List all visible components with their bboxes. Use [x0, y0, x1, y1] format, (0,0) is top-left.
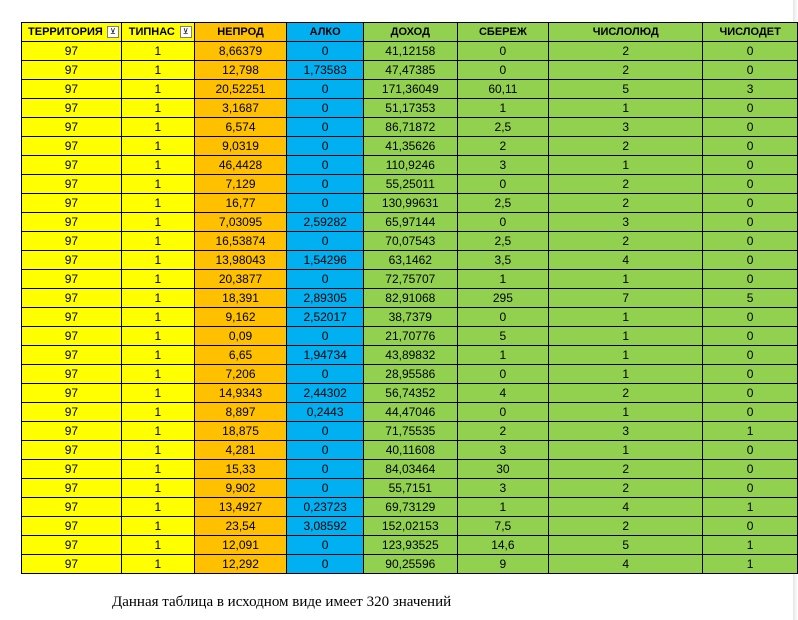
table-cell: 0 [287, 118, 364, 137]
table-cell: 12,798 [194, 61, 287, 80]
table-cell: 130,99631 [363, 194, 457, 213]
table-cell: 97 [22, 289, 122, 308]
table-cell: 2 [549, 194, 703, 213]
table-cell: 3 [549, 213, 703, 232]
table-cell: 51,17353 [363, 99, 457, 118]
column-header-label: ЧИСЛОЛЮД [592, 26, 659, 38]
table-cell: 1 [121, 403, 194, 422]
table-cell: 97 [22, 194, 122, 213]
table-cell: 41,35626 [363, 137, 457, 156]
table-cell: 3 [457, 479, 549, 498]
table-cell: 28,95586 [363, 365, 457, 384]
table-cell: 8,897 [194, 403, 287, 422]
table-cell: 13,98043 [194, 251, 287, 270]
table-cell: 1 [121, 536, 194, 555]
column-header-label: ДОХОД [390, 26, 430, 38]
table-cell: 13,4927 [194, 498, 287, 517]
table-row [22, 251, 798, 270]
table-cell: 12,091 [194, 536, 287, 555]
table-cell: 1 [549, 156, 703, 175]
table-cell: 2,89305 [287, 289, 364, 308]
header-row [22, 23, 798, 42]
table-cell: 1 [121, 346, 194, 365]
table-cell: 0 [703, 270, 798, 289]
table-cell: 63,1462 [363, 251, 457, 270]
table-cell: 97 [22, 517, 122, 536]
table-cell: 41,12158 [363, 42, 457, 61]
table-cell: 1 [121, 555, 194, 574]
column-header-label: НЕПРОД [217, 26, 264, 38]
table-cell: 1 [121, 118, 194, 137]
table-cell: 0 [703, 251, 798, 270]
table-cell: 2 [457, 422, 549, 441]
table-cell: 1 [121, 308, 194, 327]
table-cell: 97 [22, 422, 122, 441]
table-cell: 0 [287, 441, 364, 460]
table-row [22, 422, 798, 441]
column-header-4 [287, 23, 364, 42]
table-cell: 15,33 [194, 460, 287, 479]
table-cell: 2,5 [457, 118, 549, 137]
table-cell: 7,03095 [194, 213, 287, 232]
table-cell: 70,07543 [363, 232, 457, 251]
column-header-2[interactable] [121, 23, 194, 42]
table-cell: 2 [549, 384, 703, 403]
table-cell: 97 [22, 156, 122, 175]
table-cell: 97 [22, 365, 122, 384]
table-cell: 46,4428 [194, 156, 287, 175]
table-cell: 56,74352 [363, 384, 457, 403]
table-cell: 40,11608 [363, 441, 457, 460]
table-cell: 2 [549, 479, 703, 498]
column-header-1[interactable] [22, 23, 122, 42]
table-cell: 0 [287, 327, 364, 346]
table-cell: 0 [703, 365, 798, 384]
table-cell: 152,02153 [363, 517, 457, 536]
table-cell: 16,77 [194, 194, 287, 213]
table-cell: 0 [703, 479, 798, 498]
table-cell: 1 [121, 175, 194, 194]
table-row [22, 498, 798, 517]
table-cell: 97 [22, 251, 122, 270]
column-header-3 [194, 23, 287, 42]
table-cell: 3 [457, 441, 549, 460]
table-cell: 97 [22, 479, 122, 498]
column-header-6 [457, 23, 549, 42]
table-cell: 9,902 [194, 479, 287, 498]
table-cell: 1 [121, 156, 194, 175]
table-cell: 30 [457, 460, 549, 479]
table-row [22, 308, 798, 327]
table-row [22, 61, 798, 80]
table-cell: 97 [22, 175, 122, 194]
table-cell: 97 [22, 80, 122, 99]
table-cell: 3,1687 [194, 99, 287, 118]
table-cell: 1 [549, 99, 703, 118]
column-header-7 [549, 23, 703, 42]
table-cell: 2 [549, 460, 703, 479]
table-cell: 2,44302 [287, 384, 364, 403]
table-cell: 1 [121, 194, 194, 213]
table-cell: 21,70776 [363, 327, 457, 346]
table-cell: 12,292 [194, 555, 287, 574]
table-cell: 1 [549, 365, 703, 384]
table-cell: 5 [457, 327, 549, 346]
table-cell: 0 [703, 42, 798, 61]
table-cell: 43,89832 [363, 346, 457, 365]
table-cell: 2 [549, 61, 703, 80]
table-cell: 20,3877 [194, 270, 287, 289]
table-cell: 14,9343 [194, 384, 287, 403]
table-cell: 7 [549, 289, 703, 308]
table-cell: 69,73129 [363, 498, 457, 517]
table-cell: 16,53874 [194, 232, 287, 251]
table-cell: 5 [549, 536, 703, 555]
table-cell: 0 [287, 194, 364, 213]
table-cell: 9 [457, 555, 549, 574]
table-cell: 2,5 [457, 232, 549, 251]
table-cell: 295 [457, 289, 549, 308]
table-cell: 0 [457, 175, 549, 194]
table-cell: 1 [703, 498, 798, 517]
table-cell: 2 [549, 42, 703, 61]
filter-icon[interactable]: ⊻ [107, 26, 119, 38]
table-cell: 0 [703, 327, 798, 346]
table-cell: 18,875 [194, 422, 287, 441]
table-cell: 1 [121, 384, 194, 403]
table-cell: 20,52251 [194, 80, 287, 99]
table-cell: 0 [287, 232, 364, 251]
table-cell: 2 [549, 175, 703, 194]
table-cell: 0 [703, 137, 798, 156]
table-row [22, 517, 798, 536]
table-cell: 1 [121, 251, 194, 270]
table-cell: 1 [121, 460, 194, 479]
table-cell: 3,08592 [287, 517, 364, 536]
table-cell: 1 [121, 80, 194, 99]
table-cell: 2 [549, 517, 703, 536]
column-header-8 [703, 23, 798, 42]
column-header-label: ТИПНАС [128, 26, 175, 38]
table-cell: 7,5 [457, 517, 549, 536]
table-cell: 60,11 [457, 80, 549, 99]
table-cell: 0 [287, 479, 364, 498]
table-cell: 123,93525 [363, 536, 457, 555]
table-body [22, 42, 798, 574]
table-cell: 0 [703, 232, 798, 251]
table-cell: 2 [549, 232, 703, 251]
table-row [22, 270, 798, 289]
table-cell: 1 [549, 441, 703, 460]
table-row [22, 118, 798, 137]
table-cell: 1 [121, 61, 194, 80]
table-row [22, 232, 798, 251]
table-cell: 2,52017 [287, 308, 364, 327]
table-cell: 6,574 [194, 118, 287, 137]
table-cell: 97 [22, 555, 122, 574]
table-cell: 9,0319 [194, 137, 287, 156]
table-cell: 0 [457, 308, 549, 327]
table-cell: 1 [121, 289, 194, 308]
table-caption: Данная таблица в исходном виде имеет 320 значений [112, 594, 452, 610]
table-cell: 5 [703, 289, 798, 308]
table-cell: 23,54 [194, 517, 287, 536]
table-cell: 1 [121, 365, 194, 384]
table-cell: 1 [549, 270, 703, 289]
table-cell: 1 [549, 327, 703, 346]
table-cell: 97 [22, 137, 122, 156]
table-cell: 90,25596 [363, 555, 457, 574]
table-cell: 9,162 [194, 308, 287, 327]
column-header-label: ЧИСЛОДЕТ [719, 26, 781, 38]
table-cell: 1 [121, 441, 194, 460]
table-cell: 55,25011 [363, 175, 457, 194]
table-cell: 0 [703, 156, 798, 175]
column-header-label: ТЕРРИТОРИЯ [28, 26, 103, 38]
table-cell: 1 [703, 422, 798, 441]
table-cell: 0 [703, 441, 798, 460]
table-cell: 0 [703, 194, 798, 213]
table-cell: 97 [22, 42, 122, 61]
table-cell: 3 [457, 156, 549, 175]
table-cell: 14,6 [457, 536, 549, 555]
table-cell: 55,7151 [363, 479, 457, 498]
table-row [22, 213, 798, 232]
table-cell: 18,391 [194, 289, 287, 308]
data-table [21, 22, 798, 574]
table-cell: 97 [22, 213, 122, 232]
table-cell: 97 [22, 441, 122, 460]
table-row [22, 194, 798, 213]
table-cell: 0 [703, 175, 798, 194]
table-cell: 7,206 [194, 365, 287, 384]
column-header-label: АЛКО [309, 26, 341, 38]
table-cell: 1 [457, 346, 549, 365]
table-cell: 97 [22, 99, 122, 118]
table-row [22, 327, 798, 346]
table-cell: 97 [22, 346, 122, 365]
table-cell: 1 [121, 232, 194, 251]
table-cell: 8,66379 [194, 42, 287, 61]
table-cell: 0,09 [194, 327, 287, 346]
table-cell: 0 [457, 213, 549, 232]
table-cell: 2 [549, 137, 703, 156]
table-cell: 0 [703, 99, 798, 118]
table-cell: 97 [22, 498, 122, 517]
table-cell: 0 [287, 156, 364, 175]
table-cell: 84,03464 [363, 460, 457, 479]
table-cell: 0 [703, 460, 798, 479]
table-cell: 4 [549, 555, 703, 574]
table-cell: 1 [457, 498, 549, 517]
table-cell: 2,5 [457, 194, 549, 213]
table-row [22, 479, 798, 498]
table-cell: 1 [121, 327, 194, 346]
table-cell: 0 [287, 137, 364, 156]
table-cell: 0,2443 [287, 403, 364, 422]
table-cell: 0 [703, 403, 798, 422]
table-cell: 97 [22, 327, 122, 346]
table-cell: 82,91068 [363, 289, 457, 308]
table-cell: 0 [287, 555, 364, 574]
table-cell: 97 [22, 460, 122, 479]
table-cell: 0 [457, 42, 549, 61]
table-row [22, 137, 798, 156]
table-cell: 4,281 [194, 441, 287, 460]
table-cell: 0 [703, 346, 798, 365]
table-cell: 97 [22, 536, 122, 555]
table-cell: 71,75535 [363, 422, 457, 441]
table-cell: 0 [287, 99, 364, 118]
table-cell: 0 [457, 365, 549, 384]
table-cell: 2,59282 [287, 213, 364, 232]
table-row [22, 384, 798, 403]
column-header-label: СБЕРЕЖ [478, 26, 527, 38]
table-cell: 1 [457, 99, 549, 118]
table-cell: 86,71872 [363, 118, 457, 137]
table-cell: 1 [121, 479, 194, 498]
table-cell: 1 [549, 308, 703, 327]
table-cell: 97 [22, 308, 122, 327]
table-row [22, 403, 798, 422]
table-cell: 6,65 [194, 346, 287, 365]
table-cell: 1 [549, 403, 703, 422]
table-cell: 97 [22, 270, 122, 289]
table-cell: 0 [703, 384, 798, 403]
table-row [22, 460, 798, 479]
table-cell: 1 [703, 555, 798, 574]
table-cell: 0 [703, 213, 798, 232]
table-cell: 38,7379 [363, 308, 457, 327]
table-cell: 0 [287, 536, 364, 555]
table-cell: 1 [549, 346, 703, 365]
table-cell: 3 [549, 422, 703, 441]
table-cell: 1 [703, 536, 798, 555]
column-header-5 [363, 23, 457, 42]
filter-icon[interactable]: ⊻ [180, 26, 192, 38]
table-cell: 0 [703, 308, 798, 327]
table-cell: 3 [703, 80, 798, 99]
table-cell: 3,5 [457, 251, 549, 270]
table-cell: 3 [549, 118, 703, 137]
table-cell: 1 [121, 498, 194, 517]
table-cell: 97 [22, 384, 122, 403]
table-cell: 1,73583 [287, 61, 364, 80]
table-row [22, 555, 798, 574]
table-row [22, 80, 798, 99]
table-cell: 1 [121, 422, 194, 441]
table-cell: 47,47385 [363, 61, 457, 80]
table-row [22, 42, 798, 61]
table-cell: 1 [121, 99, 194, 118]
table-cell: 0 [287, 270, 364, 289]
table-row [22, 175, 798, 194]
table-cell: 0 [287, 42, 364, 61]
table-cell: 0 [287, 175, 364, 194]
table-cell: 97 [22, 61, 122, 80]
table-cell: 97 [22, 403, 122, 422]
table-cell: 171,36049 [363, 80, 457, 99]
table-cell: 7,129 [194, 175, 287, 194]
table-cell: 0 [287, 422, 364, 441]
table-row [22, 289, 798, 308]
table-cell: 0 [287, 80, 364, 99]
table-cell: 0 [703, 118, 798, 137]
table-cell: 0 [703, 61, 798, 80]
table-cell: 0 [457, 403, 549, 422]
table-cell: 1 [121, 213, 194, 232]
table-cell: 1 [121, 270, 194, 289]
table-cell: 72,75707 [363, 270, 457, 289]
table-cell: 4 [549, 498, 703, 517]
table-row [22, 346, 798, 365]
table-cell: 0 [287, 365, 364, 384]
table-cell: 0 [457, 61, 549, 80]
table-cell: 1,94734 [287, 346, 364, 365]
table-cell: 0 [703, 517, 798, 536]
table-cell: 1 [121, 517, 194, 536]
table-cell: 1 [457, 270, 549, 289]
table-cell: 44,47046 [363, 403, 457, 422]
table-cell: 1 [121, 137, 194, 156]
table-cell: 4 [549, 251, 703, 270]
table-row [22, 536, 798, 555]
table-cell: 4 [457, 384, 549, 403]
table-row [22, 441, 798, 460]
table-cell: 2 [457, 137, 549, 156]
table-cell: 65,97144 [363, 213, 457, 232]
table-cell: 110,9246 [363, 156, 457, 175]
table-cell: 1 [121, 42, 194, 61]
table-row [22, 365, 798, 384]
table-row [22, 99, 798, 118]
table-cell: 97 [22, 118, 122, 137]
table-cell: 1,54296 [287, 251, 364, 270]
table-cell: 5 [549, 80, 703, 99]
table-row [22, 156, 798, 175]
table-cell: 0 [287, 460, 364, 479]
table-cell: 97 [22, 232, 122, 251]
table-cell: 0,23723 [287, 498, 364, 517]
